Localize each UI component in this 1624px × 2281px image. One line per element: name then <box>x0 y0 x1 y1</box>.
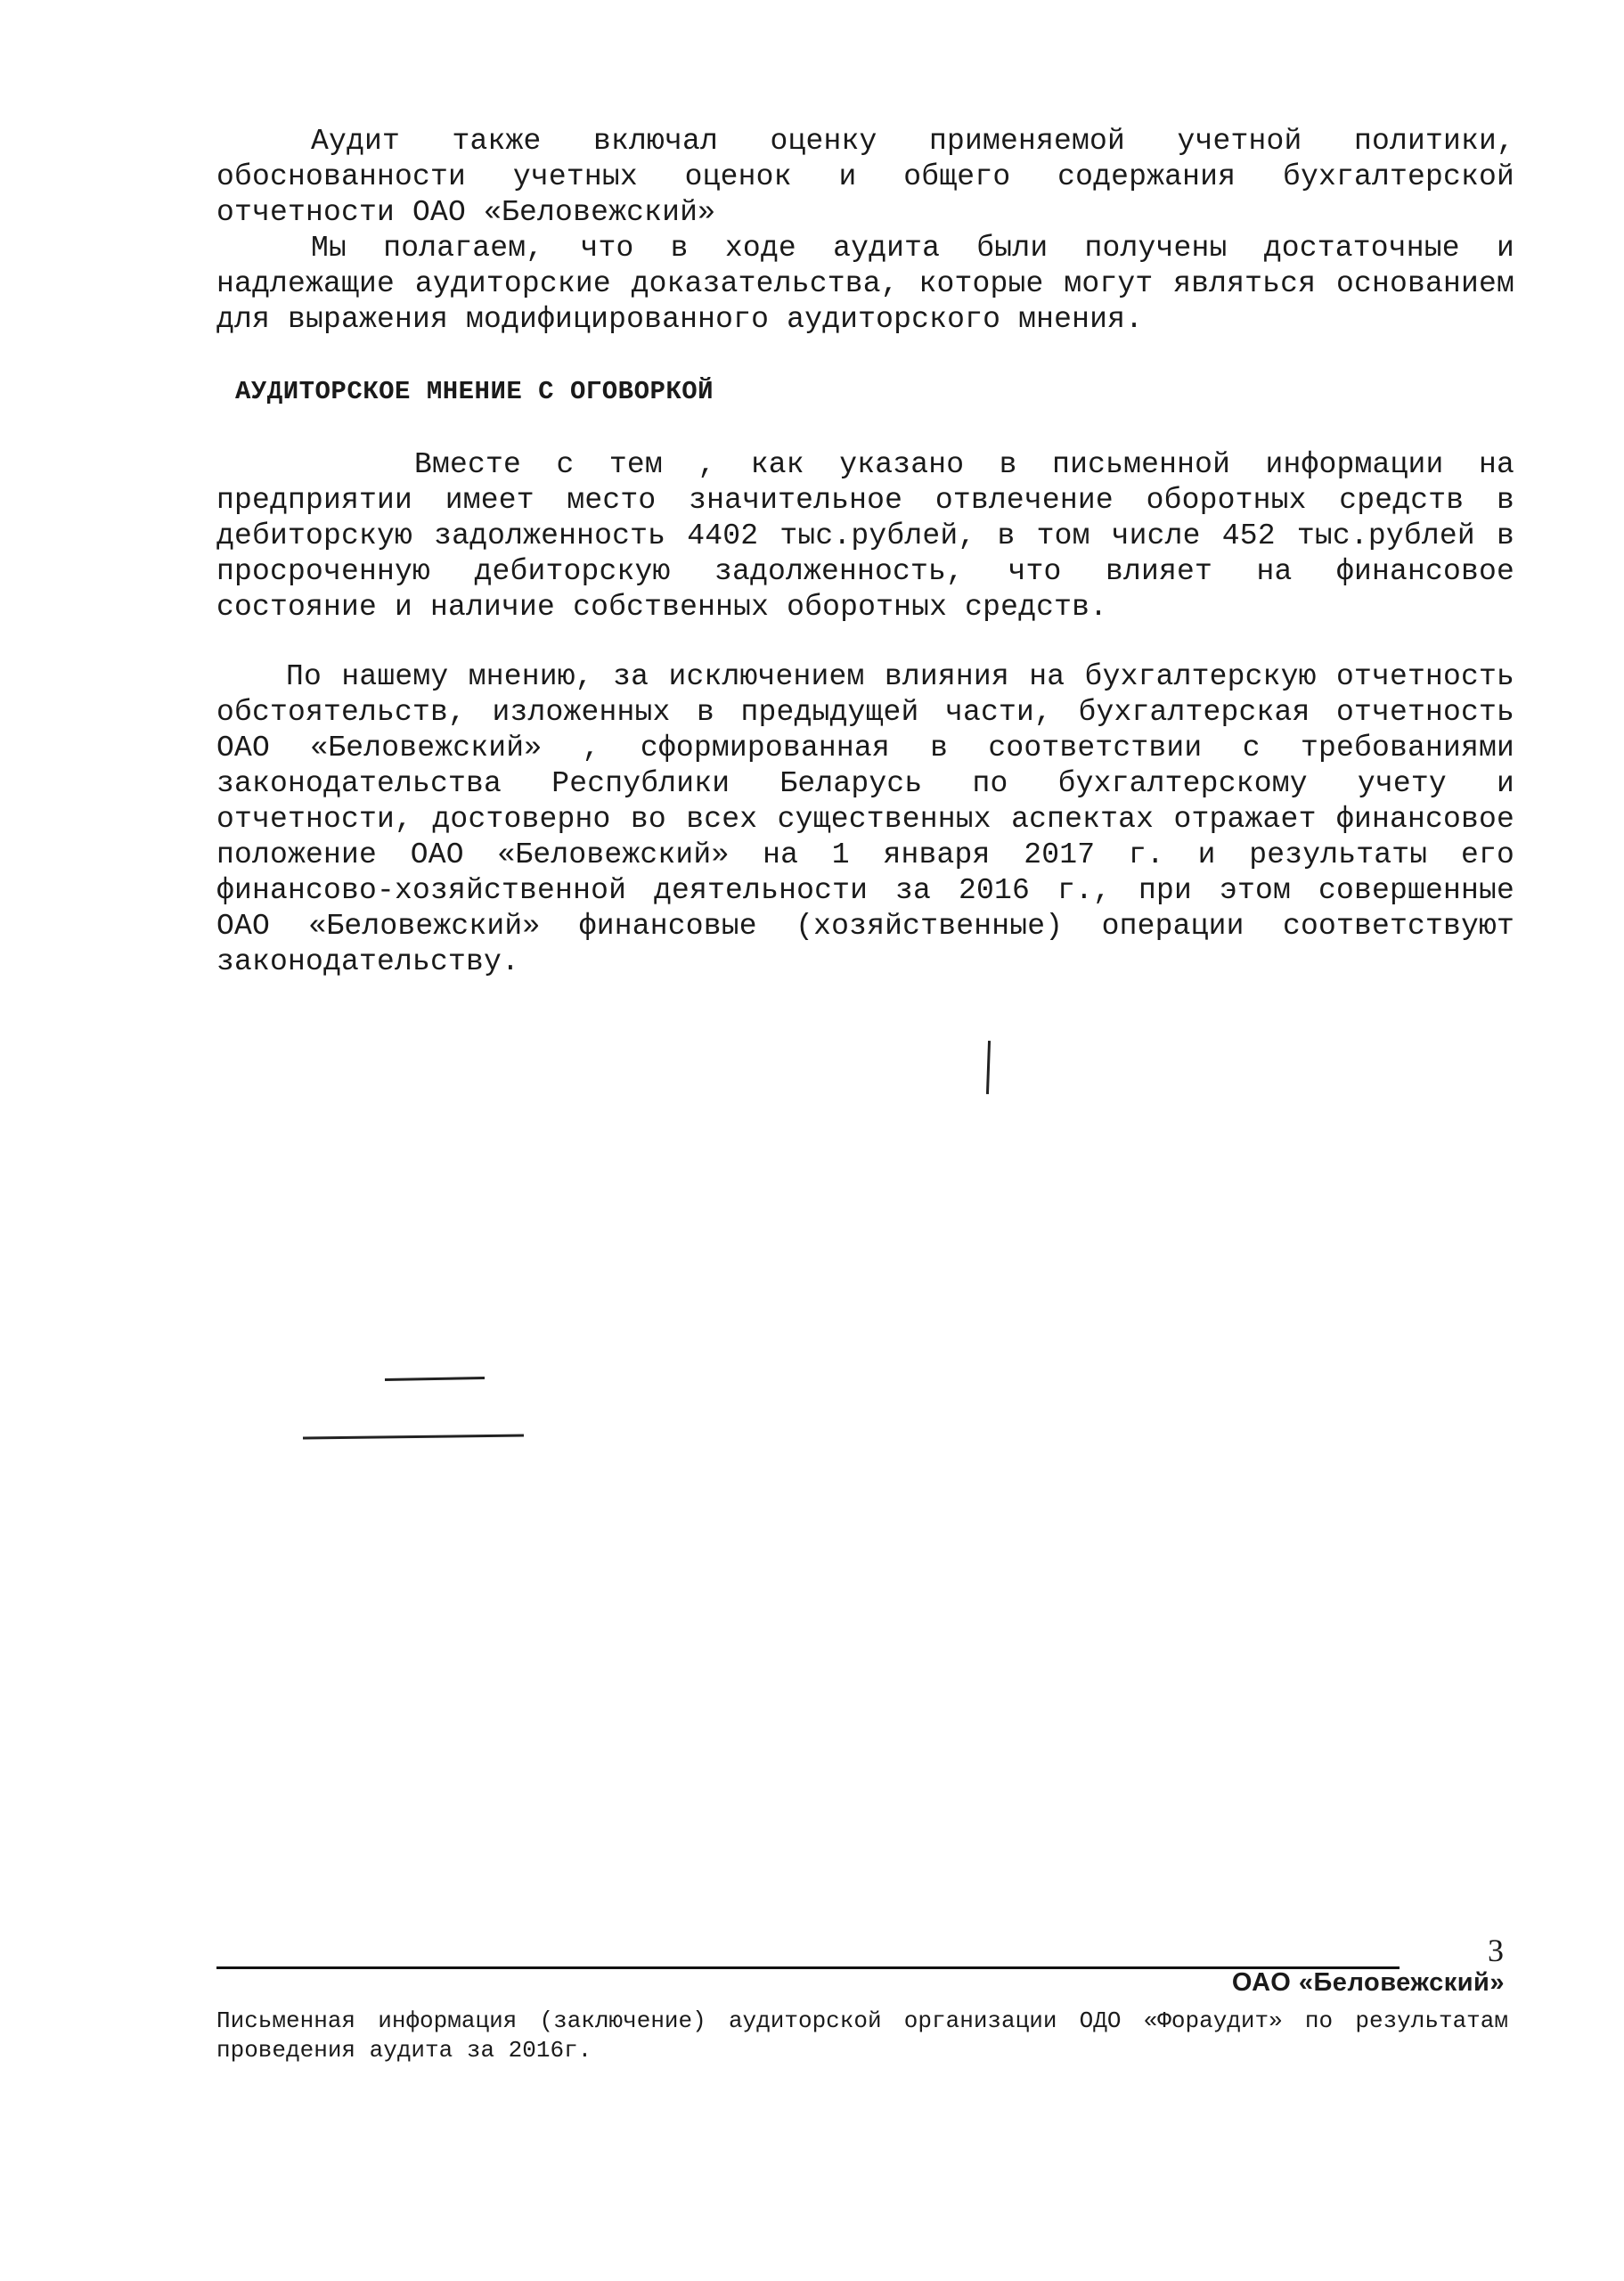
footer-note: Письменная информация (заключение) аудиторской организации ОДО «Фораудит» по результатам проведения аудита за 2016г. <box>216 2007 1508 2064</box>
footer-company-name: ОАО «Беловежский» <box>1231 1968 1505 1997</box>
opinion-section <box>216 659 1514 980</box>
emphasis-paragraph: Вместе с тем , как указано в письменной информации на предприятии имеет место значительное отвлечение оборотных средств в дебиторскую задолженность 4402 тыс.рублей, в том числе 452 тыс.рублей в просроченную дебиторскую задолженность, что влияет на финансовое состояние и наличие собственных оборотных средств. <box>216 448 1514 624</box>
section-heading: АУДИТОРСКОЕ МНЕНИЕ С ОГОВОРКОЙ <box>235 377 714 406</box>
footer-divider <box>216 1966 1400 1969</box>
page-number: 3 <box>1488 1933 1504 1968</box>
evidence-paragraph: Мы полагаем, что в ходе аудита были получены достаточные и надлежащие аудиторские доказательства, которые могут являться основанием для выражения модифицированного аудиторского мнения. <box>216 232 1514 336</box>
audit-scope-section <box>216 124 1514 338</box>
audit-scope-paragraph: Аудит также включал оценку применяемой учетной политики, обоснованности учетных оценок и общего содержания бухгалтерской отчетности ОАО «Беловежский» <box>216 125 1514 229</box>
emphasis-section <box>216 447 1514 625</box>
signature-mark <box>986 1041 991 1094</box>
signature-line-short <box>385 1377 485 1381</box>
opinion-paragraph: По нашему мнению, за исключением влияния на бухгалтерскую отчетность обстоятельств, изложенных в предыдущей части, бухгалтерская отчетность ОАО «Беловежский» , сформированная в соответствии с требованиями законодательства Республики Беларусь по бухгалтерскому учету и отчетности, достоверно во всех существенных аспектах отражает финансовое положение ОАО «Беловежский» на 1 января 2017 г. и результаты его финансово-хозяйственной деятельности за 2016 г., при этом совершенные ОАО «Беловежский» финансовые (хозяйственные) операции соответствуют законодательству. <box>216 660 1514 978</box>
signature-line-long <box>303 1434 524 1439</box>
